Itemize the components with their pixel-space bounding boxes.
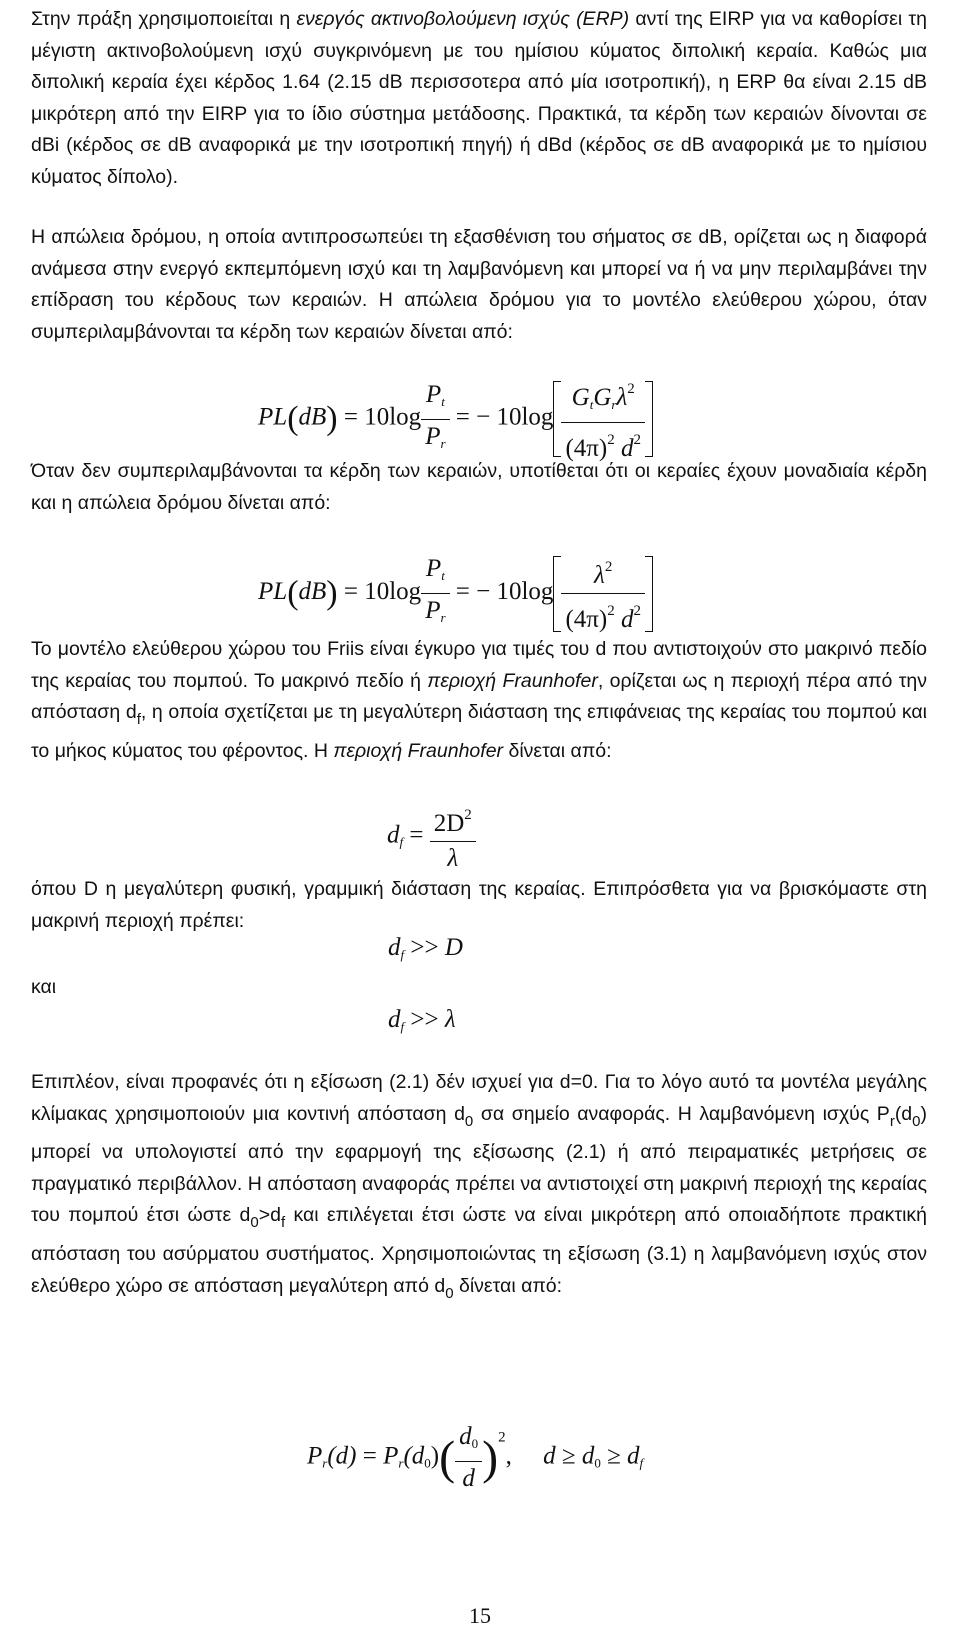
eq-operator: = − bbox=[455, 578, 491, 606]
eq-fraction: $\frac{\lambda^2}{(4\pi)^2 d^2}$ bbox=[561, 550, 645, 637]
eq-function: 10log bbox=[496, 578, 554, 606]
eq-fraction: $\frac{Pt}{Pr}$ bbox=[421, 378, 449, 461]
text-run: , ορίζεται ως η περιοχή πέρα από την απόσταση d bbox=[31, 669, 927, 724]
eq-function: 10log bbox=[364, 403, 422, 431]
text-run: , η οποία σχετίζεται με τη μεγαλύτερη διάσταση της επιφάνειας της κεραίας του πομπού και το μήκος κύματος του φέροντος. Η bbox=[31, 701, 927, 762]
eq-symbol: PL bbox=[258, 578, 288, 606]
eq-symbol: PL bbox=[258, 403, 288, 431]
text-run: δίνεται από: bbox=[503, 739, 612, 762]
equation-fraunhofer: df = $\frac{2D^2}{\lambda}$ bbox=[387, 798, 476, 876]
eq-fraction: $\frac{d0}{d}$ bbox=[455, 1420, 482, 1496]
paragraph-unit-gains bbox=[31, 456, 927, 519]
eq-fraction: $\frac{2D^2}{\lambda}$ bbox=[430, 798, 476, 876]
eq-operator: = − bbox=[455, 403, 491, 431]
eq-symbol: dB bbox=[298, 578, 327, 606]
paragraph-friis: Το μοντέλο ελεύθερου χώρου του Friis είναι έγκυρο για τιμές του d που αντιστοιχούν στο μακρινό πεδίο της κεραίας του πομπού. Το μακρινό πεδίο ή περιοχή Fraunhofer, ορίζεται ως η περιοχή πέρα από την απόσταση $d_f$, η οποία σχετίζεται με τη μεγαλύτερη διάσταση της επιφάνειας της κεραίας του πομπού και το μήκος κύματος του φέροντος. Η περιοχή Fraunhofer δίνεται από: bbox=[31, 638, 927, 762]
text-run: Όταν δεν συμπεριλαμβάνονται τα κέρδη των κεραιών, υποτίθεται ότι οι κεραίες έχουν μοναδιαία κέρδη και η απώλεια δρόμου δίνεται από: bbox=[31, 460, 927, 514]
text-run: Η απώλεια δρόμου, η οποία αντιπροσωπεύει τη εξασθένιση του σήματος σε dB, ορίζεται ως η διαφορά ανάμεσα στην ενεργό εκπεμπόμενη ισχύ και τη λαμβανόμενη και μπορεί να ή να μην περιλαμβάνει την επίδραση του κέρδους των κεραιών. Η απώλεια δρόμου για το μοντέλο ελεύθερου χώρου, όταν συμπεριλαμβάνονται τα κέρδη των κεραιών δίνεται από: bbox=[31, 226, 927, 343]
eq-operator: = bbox=[409, 821, 424, 849]
eq-operator: = bbox=[343, 403, 358, 431]
equation-df-much-greater-d: df >> D bbox=[388, 934, 463, 962]
eq-function: 10log bbox=[496, 403, 554, 431]
italic-term: ενεργός ακτινοβολούμενη ισχύς (ERP) bbox=[296, 8, 630, 30]
text-run: όπου D η μεγαλύτερη φυσική, γραμμική διάσταση της κεραίας. Επιπρόσθετα για να βρισκόμαστε στη μακρινή περιοχή πρέπει: bbox=[31, 878, 927, 932]
text-run: αντί της EIRP για να καθορίσει τη μέγιστη ακτινοβολούμενη ισχύ συγκρινόμενη με του ημίσιου κύματος διπολική κεραία. Καθώς μια διπολική κεραία έχει κέρδος 1.64 (2.15 dB περισσοτερα από μία ισοτροπική), η ERP θα είναι 2.15 dB μικρότερη από την EIRP για το ίδιο σύστημα μετάδοσης. Πρακτικά, τα κέρδη των κεραιών δίνονται σε dBi (κέρδος σε dB αναφορικά με την ισοτροπική πηγή) ή dBd (κέρδος σε dB αναφορικά με το ημίσιου κύματος δίπολο). bbox=[31, 8, 927, 188]
eq-function: 10log bbox=[364, 578, 422, 606]
text-run: Στην πράξη χρησιμοποιείται η bbox=[31, 8, 297, 30]
paragraph-path-loss bbox=[31, 222, 927, 348]
text-run: Το μοντέλο ελεύθερου χώρου του Friis είναι έγκυρο για τιμές του d που αντιστοιχούν στο μακρινό πεδίο της κεραίας του πομπού. Το μακρινό πεδίο ή bbox=[31, 638, 927, 692]
eq-operator: = bbox=[343, 578, 358, 606]
eq-fraction: $\frac{GtGr\lambda^2}{(4\pi)^2 d^2}$ bbox=[561, 372, 645, 466]
equation-path-loss-with-gains: PL(dB) = 10log $\frac{Pt}{Pr}$ = − 10log $\frac{GtGr\lambda^2}{(4\pi)^2 d^2}$ bbox=[258, 372, 653, 466]
equation-path-loss-unit-gains: PL(dB) = 10log $\frac{Pt}{Pr}$ = − 10log $\frac{\lambda^2}{(4\pi)^2 d^2}$ bbox=[258, 550, 653, 637]
equation-df-much-greater-lambda: df >> λ bbox=[388, 1006, 456, 1034]
page-number: 15 bbox=[469, 1603, 491, 1628]
equation-received-power: Pr(d) = Pr(d0)( $\frac{d0}{d}$ )$^2$, d ≥ d0 ≥ df bbox=[307, 1420, 643, 1496]
eq-fraction: $\frac{Pt}{Pr}$ bbox=[421, 552, 449, 635]
connector-and: και bbox=[31, 976, 57, 998]
eq-symbol: dB bbox=[298, 403, 327, 431]
paragraph-reference-distance: Επιπλέον, είναι προφανές ότι η εξίσωση (2.1) δέν ισχυεί για d=0. Για το λόγο αυτό τα μοντέλα μεγάλης κλίμακας χρησιμοποιούν μια κοντινή απόσταση $d_0$ σα σημείο αναφοράς. Η λαμβανόμενη ισχύς $P_r(d_0)$ μπορεί να υπολογιστεί από την εφαρμογή της εξίσωσης (2.1) ή από πειραματικές μετρήσεις σε πραγματικό περιβάλλον. Η απόσταση αναφοράς πρέπει να αντιστοιχεί στη μακρινή περιοχή της κεραίας του πομπού έτσι ώστε $d_0>d_f$ και επιλέγεται έτσι ώστε να είναι μικρότερη από οποιαδήποτε πρακτική απόσταση του ασύρματου συστήματος. Χρησιμοποιώντας τη εξίσωση (3.1) η λαμβανόμενη ισχύς στον ελεύθερο χώρο σε απόσταση μεγαλύτερη από $d_0$ δίνεται από: bbox=[31, 1071, 927, 1302]
italic-term: περιοχή Fraunhofer bbox=[333, 739, 504, 762]
paragraph-erp bbox=[31, 4, 927, 194]
paragraph-largest-dimension bbox=[31, 874, 927, 937]
italic-term: περιοχή Fraunhofer bbox=[427, 669, 598, 692]
